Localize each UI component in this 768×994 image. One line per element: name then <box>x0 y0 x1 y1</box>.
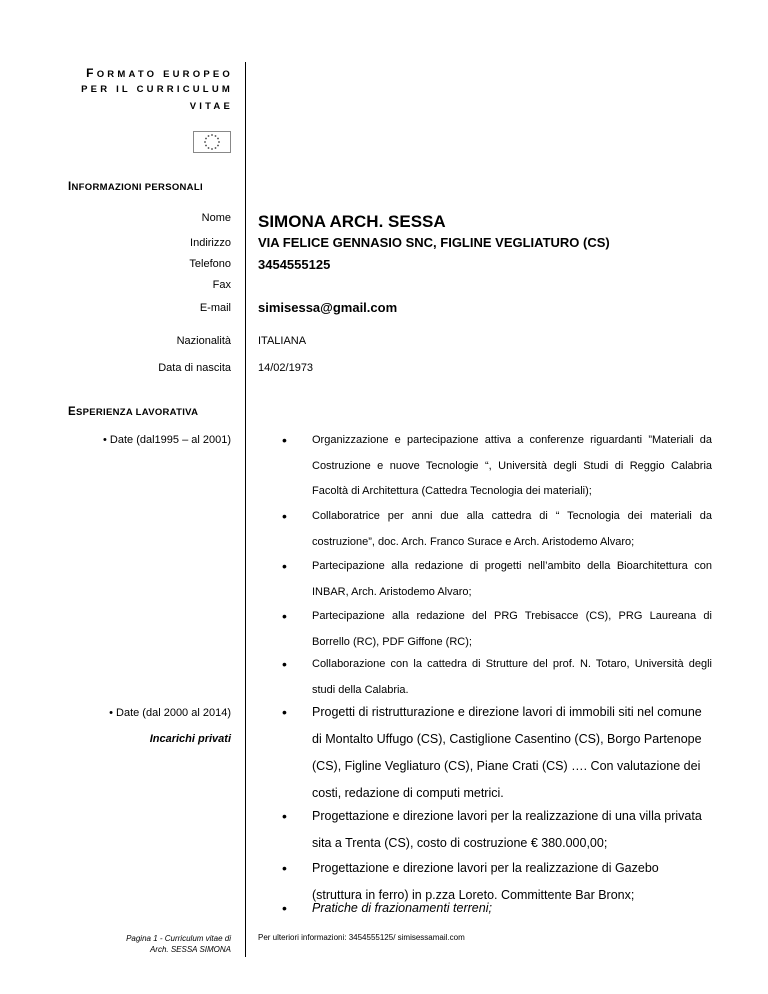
header-line-1: FORMATO EUROPEO <box>86 66 233 80</box>
value-email: simisessa@gmail.com <box>258 300 398 315</box>
label-data-nascita: Data di nascita <box>158 362 231 374</box>
bullet-icon: • <box>282 508 287 524</box>
value-data-nascita: 14/02/1973 <box>258 362 314 374</box>
bullet-icon: • <box>282 656 287 672</box>
list-item: • Progettazione e direzione lavori per la realizzazione di una villa privata sita a Trenta (CS), costo di costruzione € 380.000,00; <box>282 803 712 857</box>
bullet-icon: • <box>282 860 287 876</box>
label-email: E-mail <box>199 302 231 314</box>
value-nome: SIMONA ARCH. SESSA <box>258 212 446 231</box>
list-item: • Collaborazione con la cattedra di Strutture del prof. N. Totaro, Università degli studi della Calabria. <box>282 652 712 703</box>
value-nazionalita: ITALIANA <box>258 335 307 347</box>
value-indirizzo: VIA FELICE GENNASIO SNC, FIGLINE VEGLIATURO (CS) <box>258 235 610 250</box>
label-date-1: • Date (dal1995 – al 2001) <box>103 434 231 446</box>
list-item: • Progetti di ristrutturazione e direzione lavori di immobili siti nel comune di Montalto Uffugo (CS), Castiglione Casentino (CS), Borgo Partenope (CS), Figline Vegliaturo (CS), Piane Crati (CS) …. Con valutazione dei costi, redazione di computi metrici. <box>282 699 712 807</box>
column-divider <box>245 62 246 957</box>
value-telefono: 3454555125 <box>258 257 331 272</box>
label-indirizzo: Indirizzo <box>190 237 231 249</box>
bullet-icon: • <box>282 808 287 824</box>
label-role-2: Incarichi privati <box>149 733 231 745</box>
list-item: • Progettazione e direzione lavori per la realizzazione di Gazebo (struttura in ferro) in p.zza Loreto. Committente Bar Bronx; <box>282 855 712 909</box>
header-line-3: VITAE <box>189 101 233 112</box>
footer-page-info: Pagina 1 - Curriculum vitae di Arch. SESSA SIMONA <box>126 934 231 954</box>
list-item: • Pratiche di frazionamenti terreni; <box>282 895 712 922</box>
list-item: • Organizzazione e partecipazione attiva a conferenze riguardanti ”Materiali da Costruzione e nuove Tecnologie “, Università degli Studi di Reggio Calabria Facoltà di Architettura (Cattedra Tecnologia dei materiali); <box>282 428 712 505</box>
bullet-icon: • <box>282 432 287 448</box>
list-item: • Partecipazione alla redazione di progetti nell’ambito della Bioarchitettura con INBAR, Arch. Aristodemo Alvaro; <box>282 554 712 605</box>
bullet-icon: • <box>282 608 287 624</box>
label-nome: Nome <box>201 212 231 224</box>
header-line-2: PER IL CURRICULUM <box>81 84 233 95</box>
eu-flag-icon <box>193 131 231 153</box>
footer-contact: Per ulteriori informazioni: 3454555125/ simisessamail.com <box>258 933 465 942</box>
bullet-icon: • <box>282 900 287 916</box>
label-telefono: Telefono <box>189 258 231 270</box>
section-title-work: ESPERIENZA LAVORATIVA <box>68 406 199 418</box>
label-fax: Fax <box>212 279 231 291</box>
label-nazionalita: Nazionalità <box>176 335 231 347</box>
list-item: • Partecipazione alla redazione del PRG Trebisacce (CS), PRG Laureana di Borrello (RC), PDF Giffone (RC); <box>282 604 712 655</box>
bullet-icon: • <box>282 704 287 720</box>
bullet-icon: • <box>282 558 287 574</box>
label-date-2: • Date (dal 2000 al 2014) <box>109 707 231 719</box>
section-title-personal: INFORMAZIONI PERSONALI <box>68 181 203 193</box>
list-item: • Collaboratrice per anni due alla cattedra di “ Tecnologia dei materiali da costruzione”, doc. Arch. Franco Surace e Arch. Aristodemo Alvaro; <box>282 504 712 555</box>
